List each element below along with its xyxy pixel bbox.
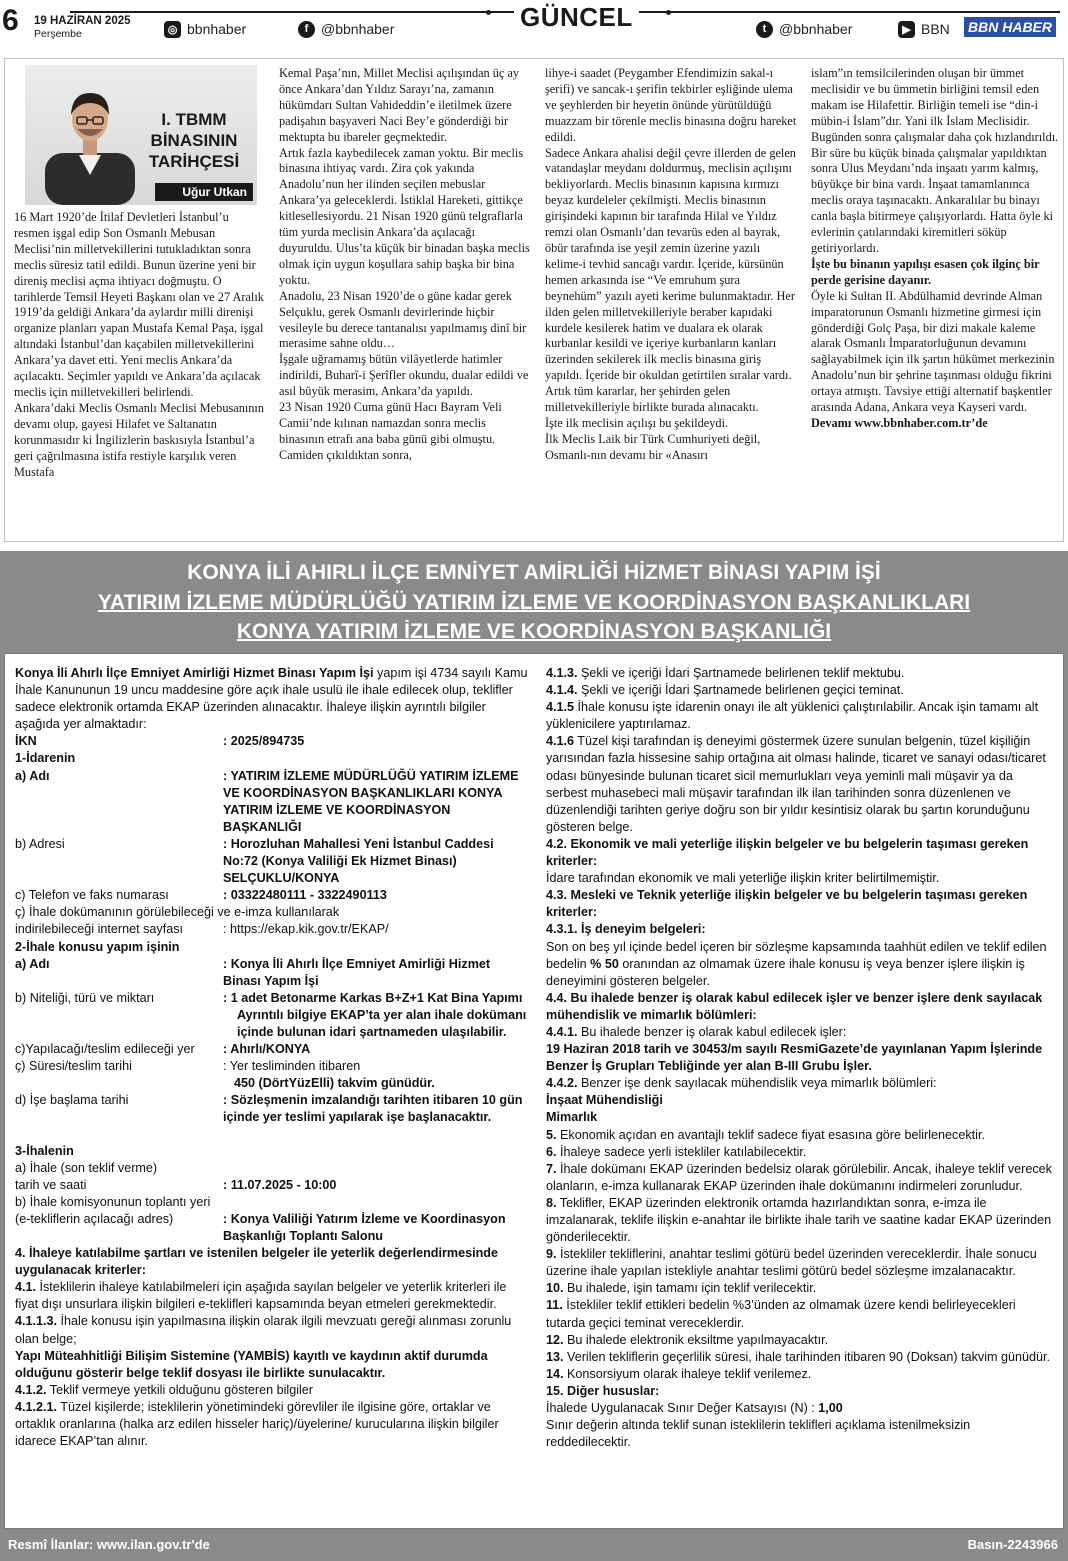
clause-number: 11.	[546, 1298, 563, 1313]
clause	[546, 733, 1056, 836]
field-value: : 1 adet Betonarme Karkas B+Z+1 Kat Bina Yapımı	[223, 990, 523, 1005]
meeting-place-row	[15, 1211, 530, 1245]
clause	[546, 1127, 1056, 1144]
article-column-2	[279, 66, 531, 464]
clause	[546, 1349, 1056, 1366]
youtube-icon: ▶	[898, 21, 915, 38]
clause-text: Teklifler, EKAP üzerinden elektronik ortamda hazırlandıktan sonra, e-imza ile imzalanarak, teklife ilişkin e-anahtar ile birlikte ihale tarih ve saatine kadar EKAP üzerinden gönderilecektir.	[546, 1195, 1052, 1245]
clause-value: 19 Haziran 2018 tarih ve 30453/m sayılı ResmiGazete’de yayınlanan Yapım İşlerinde Benzer İş Grupları Tebliğinde yer alan B-III Grubu İşler.	[546, 1042, 1043, 1074]
ekap-link[interactable]: : https://ekap.kik.gov.tr/EKAP/	[223, 922, 389, 937]
header-rule-dot	[486, 10, 491, 15]
section-3-heading: 3-İhalenin	[15, 1143, 74, 1158]
clause-number: 4.4.2.	[546, 1076, 578, 1091]
youtube-handle: BBN	[921, 21, 950, 37]
clause-heading: 4.2. Ekonomik ve mali yeterliğe ilişkin belgeler ve bu belgelerin taşıması gereken kriterler:	[546, 836, 1029, 869]
clause-number: 13.	[546, 1349, 564, 1364]
instagram-handle: bbnhaber	[187, 21, 247, 37]
twitter-handle: @bbnhaber	[779, 21, 853, 37]
field-label: indirilebileceği internet sayfası	[15, 922, 184, 937]
tender-intro-bold: Konya İli Ahırlı İlçe Emniyet Amirliği Hizmet Binası Yapım İşi	[15, 666, 374, 680]
facebook-handle: @bbnhaber	[321, 21, 395, 37]
twitter-link[interactable]	[752, 18, 856, 40]
clause-number: 4.1.2.1.	[15, 1399, 58, 1414]
tender-intro-text: yapım işi 4734 sayılı Kamu İhale Kanununun 19 uncu maddesine göre açık ihale usulü ile ihale edilecek olup, teklifler sadece elektronik ortamda EKAP üzerinden alınacaktır. İhaleye ilişkin ayrıntılı bilgiler aşağıda yer almaktadır:	[15, 666, 528, 732]
field-value: 450 (DörtYüzElli) takvim günüdür.	[234, 1076, 435, 1091]
tender-date-row	[15, 1177, 530, 1194]
tender-title-line2: YATIRIM İZLEME MÜDÜRLÜĞÜ YATIRIM İZLEME VE KOORDİNASYON BAŞKANLIKLARI	[97, 590, 971, 614]
clause-number: 14.	[546, 1366, 564, 1381]
article-column-4	[811, 66, 1061, 432]
article-column-3	[545, 66, 799, 464]
clause	[546, 1246, 1056, 1280]
field-value: : Sözleşmenin imzalandığı tarihten itibaren 10 gün içinde yer teslimi yapılarak işe başlanacaktır.	[223, 1093, 523, 1125]
article-paragraph: Bugünden sonra çalışmalar daha çok hızlandırıldı. Bir süre bu küçük binada çalışmalar yapıldıktan sonra Ulus Meydanı’nda inşaatı yarım kalmış, büyükçe bir bina vardı. İnşaat tamamlanınca meclis oraya taşınacaktı. Ankaralılar bu binayı canla başla bitirmeye çalışıyorlardı. Hatta öyle ki evlerinin çatılarındaki kiremitleri söküp getiriyorlardı.	[811, 129, 1059, 255]
clause-text: Son on beş yıl içinde bedel içeren bir sözleşme kapsamında taahhüt edilen ve teklif edilen bedelin	[546, 939, 1047, 971]
article-paragraph: İşte bu binanın yapılışı esasen çok ilginç bir perde gerisine dayanır.	[811, 256, 1040, 287]
clause-number: 4.1.	[15, 1280, 37, 1295]
issue-date: 19 HAZİRAN 2025	[34, 15, 135, 27]
facebook-icon: f	[298, 21, 315, 38]
article-paragraph: Sadece Ankara ahalisi değil çevre illerden de gelen vatandaşlar meydanı doldurmuş, meclisin açılışını bekliyorlardı. Meclis binasının kapısına kırmızı beyaz kurdeleler çekilmişti. Meclis binasının girişindeki kapının bir tarafında Hilal ve Yıldız remzi olan Osmanlı’dan tevarüs eden al bayrak, öbür tarafında ise yeşil zemin üzerine yazılı kelime-i tevhid sancağı vardır. İçeride, kürsünün hemen arkasında ise “Ve emruhum şura beynehüm” yazılı ayeti kerime bulunmaktadır. Her ilden gelen milletvekilleriyle beraber kapıdaki kurdele kesilerek hatim ve dualara ek olarak kurbanlar kesildi ve içeriye kurbanların kanları üzerinden sekilerek ilk meclis binasına giriş yapıldı. İçeride bir okuldan getirtilen sıralar vardı. Artık tüm kararlar, her şehirden gelen milletvekilleriyle birlikte burada alınacaktı.	[545, 145, 796, 415]
clause-heading: 4.3.1. İş deneyim belgeleri:	[546, 922, 706, 937]
clause-heading: 4.4. Bu ihalede benzer iş olarak kabul edilecek işler ve benzer işlere denk sayılacak mühendislik ve mimarlık bölümleri:	[546, 990, 1043, 1022]
article-title: I. TBMM BİNASININ TARİHÇESİ	[148, 110, 240, 171]
field-label: b) Adresi	[15, 836, 65, 851]
field-value: : 03322480111 - 3322490113	[223, 888, 387, 903]
clause-text: İhale konusu işin yapılmasına ilişkin olarak ilgili mevzuatı gereği alınması zorunlu olan belge;	[15, 1314, 512, 1346]
tender-footer	[0, 1531, 1068, 1561]
tender-column-left	[15, 665, 530, 1450]
clause-text: Teklif vermeye yetkili olduğunu gösteren bilgiler	[46, 1382, 313, 1397]
clause-text: Sınır değerin altında teklif sunan isteklilerin teklifleri açıklama istenilmeksizin reddedilecektir.	[546, 1418, 971, 1450]
clause-number: 4.1.1.3.	[15, 1314, 58, 1329]
clause	[546, 1075, 1056, 1092]
clause-heading: 15. Diğer hususlar:	[546, 1383, 660, 1398]
clause-number: 8.	[546, 1195, 557, 1210]
section-1-heading: 1-İdarenin	[15, 751, 76, 766]
article-paragraph: 23 Nisan 1920 Cuma günü Hacı Bayram Veli Camii’nde kılınan namazdan sonra meclis binasının etrafı ana baba günü gibi olmuştu. Camiden çıkıldıktan sonra,	[279, 400, 502, 462]
tender-datetime: : 11.07.2025 - 10:00	[223, 1177, 337, 1192]
clause-text: Bu ihalede benzer iş olarak kabul edilecek işler:	[577, 1024, 847, 1039]
issue-weekday: Perşembe	[34, 28, 82, 40]
clause-number: 10.	[546, 1281, 564, 1296]
article-paragraph: Anadolu, 23 Nisan 1920’de o güne kadar gerek Selçuklu, gerek Osmanlı devirlerinde hiçbir vesileyle bu derece tantanalısı yapılmamış dinî bir merasime sahne oldu…	[279, 288, 527, 351]
article-paragraph: Ankara’daki Meclis Osmanlı Meclisi Mebusanının devamı olup, gayesi Hilafet ve Saltanatın korunmasıdır ki İngilizlerin baskısıyla İstanbul’a geri çağrılmasına istifa restiyle karşılık veren Mustafa	[14, 400, 264, 479]
ikn-label: İKN	[15, 734, 37, 749]
clause	[546, 1144, 1056, 1161]
author-portrait-icon	[45, 79, 135, 205]
clause-text: Şekli ve içeriği İdari Şartnamede belirlenen teklif mektubu.	[577, 666, 905, 680]
clause	[546, 699, 1056, 733]
field-value: : Konya Valiliği Yatırım İzleme ve Koordinasyon Başkanlığı Toplantı Salonu	[223, 1211, 506, 1243]
section-4-heading: 4. İhaleye katılabilme şartları ve istenilen belgeler ile yeterlik değerlendirmesinde uygulanacak kriterler:	[15, 1246, 498, 1278]
yambis-requirement: Yapı Müteahhitliği Bilişim Sistemine (YAMBİS) kayıtlı ve kaydının aktif durumda olduğunu gösterir belge teklif dosyası ile birlikte sunulacaktır.	[15, 1348, 488, 1380]
ikn-value: : 2025/894735	[223, 734, 305, 749]
field-label: (e-tekliflerin açılacağı adres)	[15, 1211, 174, 1226]
field-label: d) İşe başlama tarihi	[15, 1093, 129, 1108]
page-number: 6	[2, 4, 19, 37]
article-paragraph: İşte ilk meclisin açılışı bu şekildeydi.	[545, 415, 729, 430]
article-column-1	[14, 210, 264, 480]
tender-title-line3: KONYA YATIRIM İZLEME VE KOORDİNASYON BAŞKANLIĞI	[236, 620, 832, 643]
clause	[15, 1399, 530, 1450]
clause-value: Mimarlık	[546, 1110, 598, 1125]
clause	[546, 1366, 1056, 1383]
clause	[546, 1400, 1056, 1417]
clause-number: 7.	[546, 1161, 557, 1176]
field-value: : Horozluhan Mahallesi Yeni İstanbul Caddesi No:72 (Konya Valiliği Ek Hizmet Binası) SELÇUKLU/KONYA	[223, 836, 494, 886]
official-ads-link[interactable]: Resmî İlanlar: www.ilan.gov.tr'de	[8, 1537, 210, 1552]
article-paragraph: 16 Mart 1920’de İtilaf Devletleri İstanbul’u resmen işgal edip Son Osmanlı Mebusan Meclisi’nin milletvekillerini tutukladıktan sonra meclis süresiz tatil edildi. Bunun üzerine yeni bir direniş meclisi açma ihtiyacı doğmuştu. O tarihlerde Temsil Heyeti Başkanı olan ve 27 Aralık 1919’da geldiği Ankara’da aylardır milli direnişi organize planları yapan Mustafa Kemal Paşa, işgal altındaki İstanbul’dan kaçabilen milletvekillerini Ankara’ya davet etti. Yeni meclis Ankara’da açılacaktı. Seçimler yapıldı ve Ankara’da açılacak meclis için milletvekilleri belirlendi.	[14, 210, 264, 399]
work-name-row	[15, 956, 530, 990]
clause	[15, 1313, 530, 1347]
clause-percentage: % 50	[590, 956, 619, 971]
field-label: tarih ve saati	[15, 1177, 87, 1192]
tender-body	[4, 653, 1064, 1529]
clause-number: 6.	[546, 1144, 557, 1159]
clause	[15, 1382, 530, 1399]
work-start-row	[15, 1092, 530, 1126]
section-2-heading: 2-İhale konusu yapım işinin	[15, 939, 180, 954]
field-label: a) Adı	[15, 768, 50, 783]
instagram-link[interactable]	[160, 18, 250, 40]
clause	[546, 1024, 1056, 1041]
field-label: ç) İhale dokümanının görülebileceği ve e-imza kullanılarak	[15, 905, 340, 920]
article-paragraph: islam”ın temsilcilerinden oluşan bir ümmet meclisidir ve bu ümmetin birliğini temsil eden makam ise Hilafettir. Birliğin temeli ise “din-i mübin-i İslam”dır. Yani ilk İslam Meclisidir.	[811, 66, 1040, 128]
clause-text: İdare tarafından ekonomik ve mali yeterliğe ilişkin kriter belirtilmemiştir.	[546, 871, 940, 886]
article-paragraph: İşgale uğramamış bütün vilâyetlerde hatimler indirildi, Buharî-i Şerîfler okundu, dualar edildi ve asıl büyük merasim, Ankara’da yapıldı.	[279, 352, 529, 399]
clause	[546, 1195, 1056, 1246]
field-label: ç) Süresi/teslim tarihi	[15, 1059, 132, 1074]
clause-text: Benzer işe denk sayılacak mühendislik veya mimarlık bölümleri:	[577, 1076, 937, 1091]
brand-logo: BBN HABER	[964, 17, 1056, 37]
work-type-row	[15, 990, 530, 1007]
field-value: : Ahırlı/KONYA	[223, 1042, 311, 1057]
field-value: Ayrıntılı bilgiye EKAP’ta yer alan ihale dokümanı içinde bulunan idari şartnameden ulaşılabilir.	[237, 1007, 527, 1039]
work-location-row	[15, 1041, 530, 1058]
clause-text: Tüzel kişi tarafından iş deneyimi göstermek üzere sunulan belgenin, tüzel kişiliğin yarısından fazla hissesine sahip ortağına ait olması halinde, ticaret ve sanayi odası/ticaret odası bünyesinde bulunan ticaret sicil memurlukları veya yeminli mali müşavir ya da serbest muhasebeci mali müşavir tarafından ilk ilan tarihinden sonra düzenlenen ve düzenlendiği tarihten geriye doğru son bir yıldır kesintisiz olarak bu şartın korunduğunu gösteren belge.	[546, 734, 1046, 834]
ikn-row	[15, 733, 530, 750]
clause	[546, 939, 1056, 990]
field-label: a) İhale (son teklif verme)	[15, 1160, 158, 1175]
field-label: b) İhale komisyonunun toplantı yeri	[15, 1194, 211, 1209]
clause-number: 4.1.6	[546, 734, 575, 749]
header-rule-dot	[666, 10, 671, 15]
clause-text: İsteklilerin ihaleye katılabilmeleri için aşağıda sayılan belgeler ve yeterlik kriterleri ile fiyat dışı unsurlara ilişkin bilgileri e-teklifleri kapsamında beyan etmeleri gerekmektedir.	[15, 1280, 507, 1312]
field-value: : YATIRIM İZLEME MÜDÜRLÜĞÜ YATIRIM İZLEME VE KOORDİNASYON BAŞKANLIKLARI KONYA YATIRIM İZLEME VE KOORDİNASYON BAŞKANLIĞI	[223, 768, 519, 834]
field-label: c)Yapılacağı/teslim edileceği yer	[15, 1042, 195, 1057]
instagram-icon: ◎	[164, 21, 181, 38]
clause-number: 9.	[546, 1247, 557, 1262]
clause-number: 4.4.1.	[546, 1024, 578, 1039]
clause-text: Verilen tekliflerin geçerlilik süresi, ihale tarihinden itibaren 90 (Doksan) takvim günüdür.	[563, 1349, 1051, 1364]
field-value: : Yer tesliminden itibaren	[223, 1059, 361, 1074]
article-paragraph: lihye-i saadet (Peygamber Efendimizin sakal-ı şerifi) ve sancak-ı şerifin tekbirler eşliğinde ulema ve şeyhlerden bir heyetin önünde yürütüldüğü muazzam bir törenle meclis binasına doğru hareket edildi.	[545, 66, 797, 144]
clause-text: İhale dokümanı EKAP üzerinden bedelsiz olarak görülebilir. Ancak, ihaleye teklif verecek olanların, e-imza kullanarak EKAP üzerinden ihale dokümanını indirmeleri zorunludur.	[546, 1161, 1052, 1193]
work-duration-row	[15, 1058, 530, 1075]
clause-value: 1,00	[818, 1401, 843, 1416]
section-title: GÜNCEL	[514, 2, 639, 33]
press-reference: Basın-2243966	[967, 1537, 1058, 1552]
clause-text: İhalede Uygulanacak Sınır Değer Katsayısı (N) :	[546, 1401, 819, 1416]
clause	[546, 1332, 1056, 1349]
clause	[546, 1161, 1056, 1195]
youtube-link[interactable]	[894, 18, 954, 40]
website-row	[15, 921, 530, 938]
clause-text: Şekli ve içeriği İdari Şartnamede belirlenen geçici teminat.	[577, 683, 904, 698]
clause-number: 4.1.4.	[546, 683, 578, 698]
clause-number: 4.1.5	[546, 700, 575, 715]
clause	[546, 1297, 1056, 1331]
tender-banner	[0, 551, 1068, 651]
clause-text: İhaleye sadece yerli istekliler katılabilecektir.	[556, 1144, 807, 1159]
clause	[546, 1280, 1056, 1297]
article-author: Uğur Utkan	[155, 183, 253, 201]
clause-number: 4.1.3.	[546, 666, 578, 680]
clause-value: İnşaat Mühendisliği	[546, 1093, 663, 1108]
admin-address-row	[15, 836, 530, 887]
clause-number: 12.	[546, 1332, 564, 1347]
clause-text: oranından az olmamak üzere ihale konusu iş veya benzer işlere ilişkin iş deneyimini gösteren belgeler.	[546, 956, 1025, 988]
article	[4, 58, 1064, 542]
field-label: c) Telefon ve faks numarası	[15, 888, 169, 903]
clause-text: İhale konusu işte idarenin onayı ile alt yüklenici çalıştırılabilir. Ancak işin tamamı alt yüklenicilere yaptırılamaz.	[546, 700, 1039, 732]
clause-text: Ekonomik açıdan en avantajlı teklif sadece fiyat esasına göre belirlenecektir.	[556, 1127, 985, 1142]
clause	[15, 1279, 530, 1313]
clause-text: Bu ihalede elektronik eksiltme yapılmayacaktır.	[563, 1332, 829, 1347]
article-paragraph: Artık fazla kaybedilecek zaman yoktu. Bir meclis binasına ihtiyaç vardı. Zira çok yakında Anadolu’nun her ilinden seçilen mebuslar Ankara’ya geleceklerdi. İstiklal Hareketi, gittikçe kitlesellesiyordu. 21 Nisan 1920 günü telgraflarla tüm yurda meclisin Ankara’da açılacağı duyuruldu. Ulus’ta küçük bir binadan başka meclis olmak için uygun koşullara sahip başka bir bina yoktu.	[279, 145, 530, 287]
field-value: : Konya İli Ahırlı İlçe Emniyet Amirliği Hizmet Binası Yapım İşi	[223, 956, 491, 988]
twitter-icon: t	[756, 21, 773, 38]
field-label: a) Adı	[15, 956, 50, 971]
clause-heading: 4.3. Mesleki ve Teknik yeterliğe ilişkin belgeler ve bu belgelerin taşıması gereken kriterler:	[546, 888, 1028, 920]
tender-column-right	[546, 665, 1056, 1451]
clause-text: Bu ihalede, işin tamamı için teklif verilecektir.	[563, 1281, 817, 1296]
tender-title-line1: KONYA İLİ AHIRLI İLÇE EMNİYET AMİRLİĞİ HİZMET BİNASI YAPIM İŞİ	[187, 561, 881, 584]
page-header	[0, 0, 1068, 48]
article-paragraph: Öyle ki Sultan II. Abdülhamid devrinde Alman imparatorunun Osmanlı hizmetine girmesi için gönderdiği Golç Paşa, bir dizi makale kaleme alarak Osmanlı İmparatorluğunun devamını sağlayabilmek için ilk şartın hükümet merkezinin Anadolu’nun bir şehrine taşınması olduğu fikrini ortaya atmıştı. Tavsiye ettiği alternatif başkentler arasında Adana, Ankara veya Kayseri vardı.	[811, 288, 1055, 415]
clause-text: Tüzel kişilerde; isteklilerin yönetimindeki görevliler ile ilgisine göre, ortaklar ve ortaklık oranlarına (halka arz edilen hisseler hariç)/üyelerine/ kurucularına ilişkin bilgiler idarece EKAP’tan alınır.	[15, 1399, 499, 1449]
clause-number: 5.	[546, 1127, 557, 1142]
admin-name-row	[15, 768, 530, 836]
tender-intro	[15, 665, 530, 733]
clause-text: İstekliler teklif ettikleri bedelin %3’ünden az olmamak üzere kendi belirleyecekleri tutarda geçici teminat vereceklerdir.	[546, 1298, 1016, 1330]
clause-number: 4.1.2.	[15, 1382, 47, 1397]
author-photo	[25, 65, 257, 205]
tender-notice	[0, 551, 1068, 1561]
clause-text: Konsorsiyum olarak ihaleye teklif verilemez.	[563, 1366, 812, 1381]
clause	[546, 682, 1056, 699]
article-continue-link[interactable]: Devamı www.bbnhaber.com.tr’de	[811, 415, 988, 430]
field-label: b) Niteliği, türü ve miktarı	[15, 990, 155, 1005]
admin-phone-row	[15, 887, 530, 904]
article-paragraph: İlk Meclis Laik bir Türk Cumhuriyeti değil, Osmanlı-nın devamı bir «Anasırı	[545, 431, 761, 462]
clause	[546, 665, 1056, 682]
article-paragraph: Kemal Paşa’nın, Millet Meclisi açılışından üç ay önce Ankara’dan Yıldız Sarayı’na, zamanın hükümdarı Sultan Vahideddin’e iletilmek üzere padişahın başyaveri Naci Bey’e gönderdiği bir mektupta bu ibareler geçmektedir.	[279, 66, 520, 144]
clause-text: İstekliler tekliflerini, anahtar teslimi götürü bedel üzerinden vereceklerdir. İhale sonucu üzerine ihale yapılan istekliyle anahtar teslimi götürü bedel sözleşme imzalanacaktır.	[546, 1247, 1037, 1279]
facebook-link[interactable]	[294, 18, 398, 40]
